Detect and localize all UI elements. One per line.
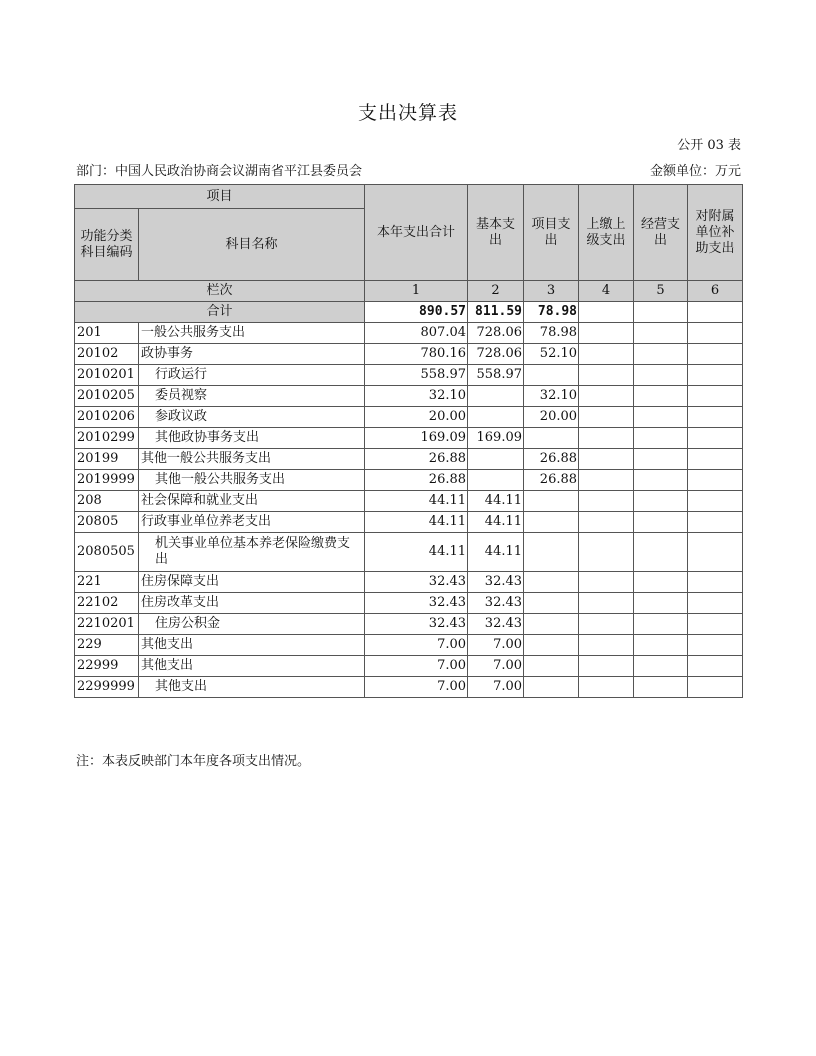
cell-name: 行政运行: [139, 365, 365, 386]
cell-business: [634, 512, 688, 533]
cell-subsidiary: [688, 635, 743, 656]
cell-project: 52.10: [524, 344, 579, 365]
cell-upper: [579, 512, 634, 533]
table-row: [75, 656, 743, 677]
total-business: [634, 302, 688, 323]
total-label: 合计: [75, 302, 365, 323]
cell-upper: [579, 572, 634, 593]
table-row: [75, 470, 743, 491]
cell-basic: 44.11: [468, 533, 524, 572]
cell-upper: [579, 677, 634, 698]
cell-code: 20199: [75, 449, 139, 470]
cell-code: 2010201: [75, 365, 139, 386]
cell-name: 住房公积金: [139, 614, 365, 635]
cell-upper: [579, 428, 634, 449]
cell-code: 229: [75, 635, 139, 656]
cell-basic: [468, 449, 524, 470]
cell-name: 其他支出: [139, 656, 365, 677]
header-subject-name: 科目名称: [139, 209, 365, 281]
header-func-code: 功能分类科目编码: [75, 209, 139, 281]
cell-code: 221: [75, 572, 139, 593]
cell-business: [634, 491, 688, 512]
cell-business: [634, 407, 688, 428]
cell-upper: [579, 470, 634, 491]
cell-project: [524, 614, 579, 635]
col-num: 2: [468, 281, 524, 302]
cell-total: 7.00: [365, 635, 468, 656]
cell-name: 委员视察: [139, 386, 365, 407]
cell-subsidiary: [688, 533, 743, 572]
header-upper: 上缴上级支出: [579, 185, 634, 281]
cell-upper: [579, 344, 634, 365]
cell-upper: [579, 593, 634, 614]
cell-code: 2299999: [75, 677, 139, 698]
cell-basic: 728.06: [468, 344, 524, 365]
total-project: 78.98: [524, 302, 579, 323]
cell-code: 2010206: [75, 407, 139, 428]
cell-project: [524, 572, 579, 593]
cell-business: [634, 323, 688, 344]
page-title: 支出决算表: [357, 102, 458, 124]
table-row: [75, 365, 743, 386]
table-row: [75, 677, 743, 698]
cell-basic: 558.97: [468, 365, 524, 386]
cell-project: [524, 656, 579, 677]
col-num: 3: [524, 281, 579, 302]
cell-business: [634, 386, 688, 407]
cell-total: 558.97: [365, 365, 468, 386]
cell-basic: 32.43: [468, 593, 524, 614]
header-business: 经营支出: [634, 185, 688, 281]
cell-code: 22102: [75, 593, 139, 614]
cell-total: 44.11: [365, 533, 468, 572]
cell-subsidiary: [688, 677, 743, 698]
cell-name: 其他支出: [139, 677, 365, 698]
cell-subsidiary: [688, 572, 743, 593]
cell-project: 78.98: [524, 323, 579, 344]
cell-total: 44.11: [365, 512, 468, 533]
col-num: 5: [634, 281, 688, 302]
cell-basic: 728.06: [468, 323, 524, 344]
cell-total: 7.00: [365, 656, 468, 677]
cell-upper: [579, 635, 634, 656]
table-row: [75, 428, 743, 449]
cell-upper: [579, 491, 634, 512]
cell-code: 2080505: [75, 533, 139, 572]
cell-total: 7.00: [365, 677, 468, 698]
cell-project: 32.10: [524, 386, 579, 407]
cell-business: [634, 656, 688, 677]
cell-project: [524, 512, 579, 533]
table-row: [75, 449, 743, 470]
cell-business: [634, 635, 688, 656]
cell-total: 807.04: [365, 323, 468, 344]
total-amount: 890.57: [365, 302, 468, 323]
cell-name: 政协事务: [139, 344, 365, 365]
cell-total: 32.43: [365, 614, 468, 635]
cell-name: 其他一般公共服务支出: [139, 470, 365, 491]
table-row: [75, 491, 743, 512]
cell-subsidiary: [688, 428, 743, 449]
cell-basic: 32.43: [468, 572, 524, 593]
cell-subsidiary: [688, 593, 743, 614]
cell-subsidiary: [688, 449, 743, 470]
table-row: [75, 614, 743, 635]
cell-business: [634, 365, 688, 386]
cell-business: [634, 593, 688, 614]
cell-total: 32.43: [365, 593, 468, 614]
table-row: [75, 407, 743, 428]
cell-upper: [579, 533, 634, 572]
cell-basic: 7.00: [468, 656, 524, 677]
cell-name: 其他一般公共服务支出: [139, 449, 365, 470]
cell-business: [634, 533, 688, 572]
cell-business: [634, 470, 688, 491]
cell-subsidiary: [688, 407, 743, 428]
expenditure-table: [74, 184, 743, 698]
table-row: [75, 323, 743, 344]
cell-subsidiary: [688, 491, 743, 512]
table-row: [75, 572, 743, 593]
cell-business: [634, 614, 688, 635]
cell-subsidiary: [688, 614, 743, 635]
cell-total: 20.00: [365, 407, 468, 428]
cell-business: [634, 428, 688, 449]
header-subsidiary: 对附属单位补助支出: [688, 185, 743, 281]
cell-upper: [579, 365, 634, 386]
header-item: 项目: [75, 185, 365, 209]
table-row: [75, 344, 743, 365]
cell-business: [634, 344, 688, 365]
cell-project: [524, 593, 579, 614]
total-subsidiary: [688, 302, 743, 323]
cell-total: 32.10: [365, 386, 468, 407]
cell-code: 20805: [75, 512, 139, 533]
header-basic: 基本支出: [468, 185, 524, 281]
cell-project: 20.00: [524, 407, 579, 428]
cell-project: [524, 533, 579, 572]
table-row: [75, 386, 743, 407]
cell-business: [634, 449, 688, 470]
cell-project: [524, 677, 579, 698]
cell-basic: [468, 386, 524, 407]
cell-project: [524, 491, 579, 512]
header-total: 本年支出合计: [365, 185, 468, 281]
cell-basic: [468, 407, 524, 428]
cell-basic: 44.11: [468, 512, 524, 533]
total-basic: 811.59: [468, 302, 524, 323]
cell-basic: 7.00: [468, 635, 524, 656]
cell-total: 26.88: [365, 470, 468, 491]
cell-basic: 32.43: [468, 614, 524, 635]
header-project: 项目支出: [524, 185, 579, 281]
cell-upper: [579, 449, 634, 470]
cell-code: 2210201: [75, 614, 139, 635]
cell-name: 社会保障和就业支出: [139, 491, 365, 512]
cell-upper: [579, 386, 634, 407]
cell-name: 其他政协事务支出: [139, 428, 365, 449]
cell-basic: 7.00: [468, 677, 524, 698]
cell-code: 201: [75, 323, 139, 344]
cell-project: 26.88: [524, 449, 579, 470]
cell-code: 2010205: [75, 386, 139, 407]
cell-business: [634, 572, 688, 593]
cell-basic: 44.11: [468, 491, 524, 512]
table-row: [75, 533, 743, 572]
cell-name: 其他支出: [139, 635, 365, 656]
cell-code: 2019999: [75, 470, 139, 491]
cell-subsidiary: [688, 323, 743, 344]
col-num: 4: [579, 281, 634, 302]
cell-upper: [579, 323, 634, 344]
cell-project: [524, 365, 579, 386]
cell-subsidiary: [688, 365, 743, 386]
cell-subsidiary: [688, 512, 743, 533]
cell-total: 780.16: [365, 344, 468, 365]
cell-upper: [579, 614, 634, 635]
cell-total: 44.11: [365, 491, 468, 512]
cell-basic: 169.09: [468, 428, 524, 449]
cell-subsidiary: [688, 344, 743, 365]
cell-total: 32.43: [365, 572, 468, 593]
cell-project: [524, 428, 579, 449]
cell-upper: [579, 656, 634, 677]
cell-code: 208: [75, 491, 139, 512]
cell-project: 26.88: [524, 470, 579, 491]
cell-name: 住房改革支出: [139, 593, 365, 614]
department-label: 部门：中国人民政治协商会议湖南省平江县委员会: [76, 164, 363, 179]
total-row: [75, 302, 743, 323]
cell-name: 参政议政: [139, 407, 365, 428]
col-num: 6: [688, 281, 743, 302]
cell-name: 住房保障支出: [139, 572, 365, 593]
cell-code: 20102: [75, 344, 139, 365]
unit-label: 金额单位：万元: [649, 164, 741, 179]
table-row: [75, 635, 743, 656]
form-number: 公开 03 表: [677, 138, 741, 153]
col-num: 1: [365, 281, 468, 302]
footnote: 注：本表反映部门本年度各项支出情况。: [76, 754, 311, 769]
cell-code: 22999: [75, 656, 139, 677]
table-row: [75, 593, 743, 614]
cell-total: 26.88: [365, 449, 468, 470]
table-row: [75, 512, 743, 533]
cell-code: 2010299: [75, 428, 139, 449]
header-row-label: 栏次: [75, 281, 365, 302]
cell-total: 169.09: [365, 428, 468, 449]
cell-business: [634, 677, 688, 698]
cell-upper: [579, 407, 634, 428]
cell-subsidiary: [688, 470, 743, 491]
cell-name: 一般公共服务支出: [139, 323, 365, 344]
cell-basic: [468, 470, 524, 491]
cell-subsidiary: [688, 656, 743, 677]
cell-name: 机关事业单位基本养老保险缴费支出: [139, 533, 365, 572]
cell-name: 行政事业单位养老支出: [139, 512, 365, 533]
total-upper: [579, 302, 634, 323]
cell-subsidiary: [688, 386, 743, 407]
cell-project: [524, 635, 579, 656]
